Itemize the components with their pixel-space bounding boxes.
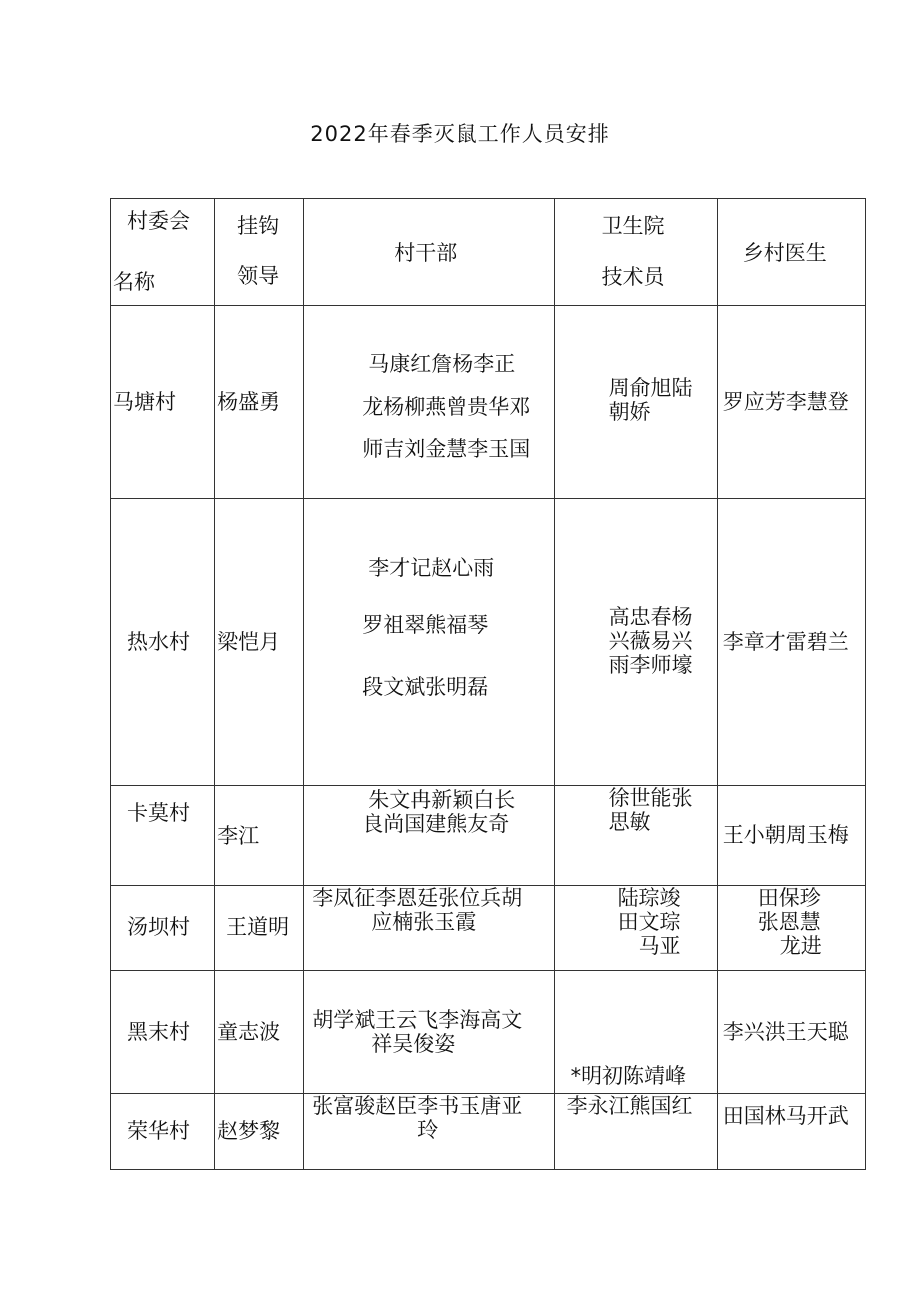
doctor-line: 张恩慧 — [757, 910, 821, 934]
village-name: 马塘村 — [113, 390, 176, 414]
village-name: 卡莫村 — [127, 801, 190, 825]
doctor-cell — [717, 886, 865, 971]
header-cadres-label: 村干部 — [394, 241, 458, 265]
leader-name: 童志波 — [217, 1020, 281, 1044]
tech-cell — [554, 886, 717, 971]
table-row — [111, 1094, 866, 1170]
doctor-cell — [717, 306, 865, 499]
table-row — [111, 886, 866, 971]
header-cadres — [304, 199, 554, 306]
doctor-cell — [717, 786, 865, 886]
village-cell — [111, 499, 215, 786]
cadres-line: 玲 — [417, 1118, 439, 1142]
page-title: 2022年春季灭鼠工作人员安排 — [310, 122, 610, 146]
village-cell — [111, 1094, 215, 1170]
staff-arrangement-table — [110, 198, 866, 1170]
village-name: 荣华村 — [127, 1119, 190, 1143]
cadres-line: 祥吴俊姿 — [371, 1032, 456, 1056]
table-row — [111, 971, 866, 1094]
table-row — [111, 786, 866, 886]
doctor-line: 田保珍 — [757, 886, 821, 910]
cadres-line: 师吉刘金慧李玉国 — [362, 437, 531, 461]
doctor-cell — [717, 499, 865, 786]
header-leader — [215, 199, 304, 306]
leader-name: 梁恺月 — [217, 630, 281, 654]
cadres-line: 马康红詹杨李正 — [368, 352, 516, 376]
table-header-row — [111, 199, 866, 306]
tech-line: 陆琮竣 — [617, 886, 681, 910]
tech-cell — [554, 786, 717, 886]
doctor-line: 李兴洪王天聪 — [722, 1020, 849, 1044]
cadres-cell — [304, 786, 554, 886]
cadres-cell — [304, 971, 554, 1094]
header-doctor-label: 乡村医生 — [742, 241, 827, 265]
cadres-cell — [304, 1094, 554, 1170]
village-name: 热水村 — [127, 630, 190, 654]
tech-cell — [554, 499, 717, 786]
tech-line: 徐世能张 — [608, 786, 693, 810]
header-village-line2: 名称 — [113, 270, 155, 294]
village-name: 黑末村 — [127, 1020, 190, 1044]
village-cell — [111, 786, 215, 886]
cadres-line: 龙杨柳燕曾贵华邓 — [362, 395, 531, 419]
leader-name: 赵梦黎 — [217, 1119, 281, 1143]
cadres-line: 良尚国建熊友奇 — [362, 812, 510, 836]
header-village-line1: 村委会 — [127, 209, 190, 233]
header-doctor — [717, 199, 865, 306]
doctor-cell — [717, 1094, 865, 1170]
leader-cell — [215, 1094, 304, 1170]
doctor-cell — [717, 971, 865, 1094]
header-leader-line2: 领导 — [237, 264, 280, 288]
tech-cell — [554, 1094, 717, 1170]
leader-cell — [215, 306, 304, 499]
village-cell — [111, 886, 215, 971]
doctor-line: 田国林马开武 — [722, 1104, 849, 1128]
leader-cell — [215, 886, 304, 971]
cadres-line: 李凤征李恩廷张位兵胡 — [312, 886, 523, 910]
table-row — [111, 499, 866, 786]
header-leader-line1: 挂钩 — [237, 214, 280, 238]
tech-cell — [554, 306, 717, 499]
cadres-line: 张富骏赵臣李书玉唐亚 — [312, 1094, 523, 1118]
cadres-cell — [304, 306, 554, 499]
leader-name: 杨盛勇 — [217, 390, 281, 414]
tech-line: 李永江熊国红 — [566, 1094, 693, 1118]
village-name: 汤坝村 — [127, 915, 190, 939]
tech-line: 田文琮 — [617, 910, 681, 934]
tech-cell — [554, 971, 717, 1094]
tech-line: 思敏 — [608, 810, 651, 834]
doctor-line: 李章才雷碧兰 — [722, 630, 849, 654]
village-cell — [111, 306, 215, 499]
leader-name: 王道明 — [226, 915, 290, 939]
village-cell — [111, 971, 215, 1094]
header-tech-line2: 技术员 — [601, 265, 665, 289]
tech-line: 高忠春杨 — [608, 605, 693, 629]
cadres-line: 朱文冉新颖白长 — [368, 788, 516, 812]
tech-line: 雨李师壕 — [608, 653, 693, 677]
tech-line: *明初陈靖峰 — [570, 1064, 687, 1088]
cadres-cell — [304, 499, 554, 786]
cadres-line: 段文斌张明磊 — [362, 675, 489, 699]
doctor-line: 龙进 — [779, 934, 822, 958]
table-row — [111, 306, 866, 499]
tech-line: 朝娇 — [608, 400, 651, 424]
leader-cell — [215, 971, 304, 1094]
cadres-line: 李才记赵心雨 — [368, 556, 495, 580]
doctor-line: 罗应芳李慧登 — [722, 390, 849, 414]
header-tech-line1: 卫生院 — [601, 214, 665, 238]
tech-line: 马亚 — [638, 934, 681, 958]
header-tech — [554, 199, 717, 306]
cadres-line: 胡学斌王云飞李海高文 — [312, 1008, 523, 1032]
tech-line: 兴薇易兴 — [608, 629, 693, 653]
leader-cell — [215, 786, 304, 886]
cadres-line: 应楠张玉霞 — [371, 910, 477, 934]
header-village — [111, 199, 215, 306]
cadres-cell — [304, 886, 554, 971]
leader-cell — [215, 499, 304, 786]
leader-name: 李江 — [217, 824, 260, 848]
cadres-line: 罗祖翠熊福琴 — [362, 613, 489, 637]
tech-line: 周俞旭陆 — [608, 376, 693, 400]
doctor-line: 王小朝周玉梅 — [722, 823, 849, 847]
